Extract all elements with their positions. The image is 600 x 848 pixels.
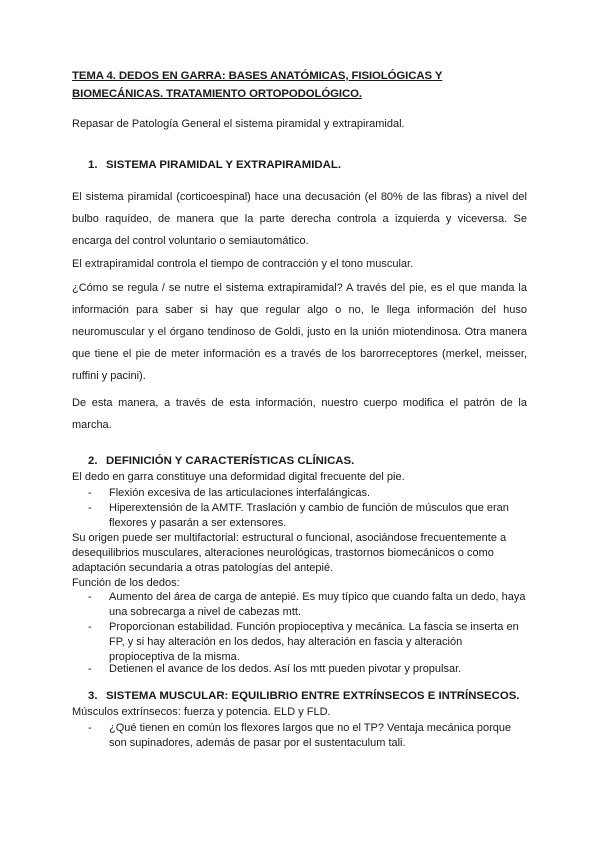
list-dash: - [88,487,92,499]
list-item [88,620,528,665]
section-1-heading-text: SISTEMA PIRAMIDAL Y EXTRAPIRAMIDAL. [106,159,342,171]
section-2-paragraph-3: Función de los dedos: [72,577,180,589]
list-item-text: Proporcionan estabilidad. Función propioceptiva y mecánica. La fascia se inserta en FP, y si hay alteración en los dedos, hay alteración en fascia y alteración propioceptiva de la misma. [109,621,519,663]
list-dash: - [88,621,92,633]
list-item [88,721,528,751]
section-1-number: 1. [88,159,98,171]
list-dash: - [88,502,92,514]
list-item-text: Flexión excesiva de las articulaciones interfalángicas. [109,487,371,499]
list-dash: - [88,591,92,603]
list-dash: - [88,722,92,734]
document-title-line-1: TEMA 4. DEDOS EN GARRA: BASES ANATÓMICAS, FISIOLÓGICAS Y [72,70,443,82]
list-item-text: ¿Qué tienen en común los flexores largos que no el TP? Ventaja mecánica porque son supinadores, además de pasar por el sustentaculum tali. [109,722,512,749]
section-2-heading-text: DEFINICIÓN Y CARACTERÍSTICAS CLÍNICAS. [106,455,355,467]
section-2-heading [88,455,354,467]
list-item [88,662,528,677]
section-1-paragraph-4: De esta manera, a través de esta información, nuestro cuerpo modifica el patrón de la marcha. [72,397,527,431]
list-item-text: Hiperextensión de la AMTF. Traslación y cambio de función de músculos que eran flexores y pasarán a ser extensores. [109,502,509,529]
section-3-number: 3. [88,690,98,702]
section-2-paragraph-1: El dedo en garra constituye una deformidad digital frecuente del pie. [72,471,405,483]
list-item-text: Detienen el avance de los dedos. Así los mtt pueden pivotar y propulsar. [109,663,462,675]
list-item [88,486,528,501]
section-1-heading [88,159,341,171]
section-2-number: 2. [88,455,98,467]
section-1-paragraph-2: El extrapiramidal controla el tiempo de contracción y el tono muscular. [72,258,414,270]
intro-text: Repasar de Patología General el sistema piramidal y extrapiramidal. [72,118,405,130]
list-item [88,501,528,531]
section-1-paragraph-3: ¿Cómo se regula / se nutre el sistema extrapiramidal? A través del pie, es el que manda la información para saber si hay que regular algo o no, le llega información del huso neuromuscular y el órgano tendinoso de Goldi, justo en la unión miotendinosa. Otra manera que tiene el pie de meter información es a través de los barorreceptores (merkel, meisser, ruffini y pacini). [72,282,527,382]
section-3-heading-text: SISTEMA MUSCULAR: EQUILIBRIO ENTRE EXTRÍNSECOS E INTRÍNSECOS. [106,690,520,702]
section-2-paragraph-2: Su origen puede ser multifactorial: estructural o funcional, asociándose frecuentemente a desequilibrios musculares, alteraciones neurológicas, trastornos biomecánicos o como adaptación secundaria a otras patologías del antepié. [72,532,507,574]
list-dash: - [88,663,92,675]
document-title-line-2: BIOMECÁNICAS. TRATAMIENTO ORTOPODOLÓGICO. [72,88,362,100]
list-item [88,590,528,620]
section-3-heading [88,690,519,702]
section-3-paragraph-1: Músculos extrínsecos: fuerza y potencia. ELD y FLD. [72,706,331,718]
section-1-paragraph-1: El sistema piramidal (corticoespinal) hace una decusación (el 80% de las fibras) a nivel del bulbo raquídeo, de manera que la parte derecha controla a izquierda y viceversa. Se encarga del control voluntario o semiautomático. [72,191,527,247]
list-item-text: Aumento del área de carga de antepié. Es muy típico que cuando falta un dedo, haya una sobrecarga a nivel de cabezas mtt. [109,591,526,618]
